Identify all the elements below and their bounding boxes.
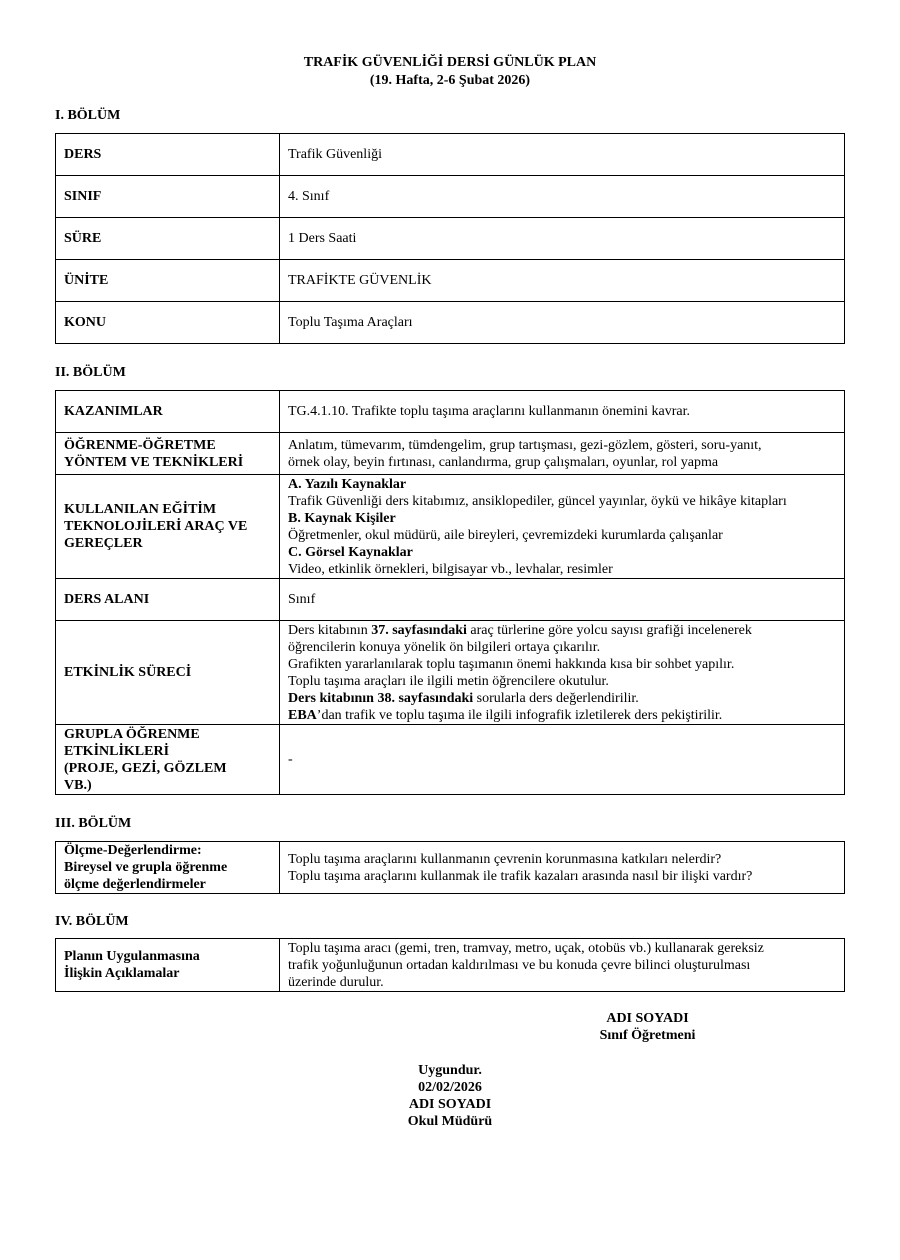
principal-signature <box>350 1062 550 1130</box>
row-label-arac-gerec <box>56 475 280 579</box>
text-span: Ders kitabının <box>288 622 372 638</box>
value-line: Toplu taşıma araçlarını kullanmak ile trafik kazaları arasında nasıl bir ilişki vardır? <box>288 868 753 884</box>
row-label-konu: KONU <box>56 302 280 344</box>
row-label-ders: DERS <box>56 134 280 176</box>
value-line: Toplu taşıma aracı (gemi, tren, tramvay, metro, uçak, otobüs vb.) kullanarak gereksiz <box>288 940 764 956</box>
table-row <box>56 842 845 894</box>
table-row <box>56 579 845 621</box>
row-value-unite: TRAFİKTE GÜVENLİK <box>280 260 845 302</box>
label-line: ETKİNLİKLERİ <box>64 743 170 759</box>
resource-text-a: Trafik Güvenliği ders kitabımız, ansiklopediler, güncel yayınlar, öykü ve hikâye kitapları <box>288 493 787 509</box>
section-1-heading: I. BÖLÜM <box>55 108 121 123</box>
resource-text-b: Öğretmenler, okul müdürü, aile bireyleri, çevremizdeki kurumlarda çalışanlar <box>288 527 723 543</box>
row-label-sure: SÜRE <box>56 218 280 260</box>
row-label-sinif: SINIF <box>56 176 280 218</box>
bold-span: EBA <box>288 707 317 723</box>
table-row <box>56 725 845 795</box>
label-line: ölçme değerlendirmeler <box>64 877 206 892</box>
activity-line-1 <box>288 622 836 639</box>
activity-line-5 <box>288 690 836 707</box>
label-line: KULLANILAN EĞİTİM <box>64 502 217 517</box>
row-value-ders-alani: Sınıf <box>280 579 845 621</box>
value-line: trafik yoğunluğunun ortadan kaldırılması ve bu konuda çevre bilinci oluşturulması <box>288 957 751 973</box>
label-line: YÖNTEM VE TEKNİKLERİ <box>64 454 244 470</box>
value-line: Anlatım, tümevarım, tümdengelim, grup tartışması, gezi-gözlem, gösteri, soru-yanıt, <box>288 437 762 453</box>
value-line: Toplu taşıma araçlarını kullanmanın çevrenin korunmasına katkıları nelerdir? <box>288 851 722 867</box>
table-row <box>56 433 845 475</box>
section-4-table <box>55 938 845 992</box>
row-label-kazanimlar: KAZANIMLAR <box>56 391 280 433</box>
table-row <box>56 218 845 260</box>
table-row <box>56 621 845 725</box>
row-value-etkinlik <box>280 621 845 725</box>
activity-line-3: Grafikten yararlanılarak toplu taşımanın önemi hakkında kısa bir sohbet yapılır. <box>288 656 735 672</box>
table-row <box>56 134 845 176</box>
value-line: örnek olay, beyin fırtınası, canlandırma, grup çalışmaları, oyunlar, rol yapma <box>288 454 719 470</box>
label-line: Ölçme-Değerlendirme: <box>64 843 202 858</box>
table-row <box>56 475 845 579</box>
row-label-ders-alani: DERS ALANI <box>56 579 280 621</box>
section-3-heading: III. BÖLÜM <box>55 816 132 831</box>
table-row <box>56 302 845 344</box>
row-label-aciklamalar <box>56 939 280 992</box>
row-label-grupla <box>56 725 280 795</box>
resource-heading-a: A. Yazılı Kaynaklar <box>288 476 407 492</box>
row-label-unite: ÜNİTE <box>56 260 280 302</box>
section-3-table <box>55 841 845 894</box>
section-2-table <box>55 390 845 795</box>
row-value-yontem <box>280 433 845 475</box>
label-line: ÖĞRENME-ÖĞRETME <box>64 437 216 453</box>
table-row <box>56 176 845 218</box>
row-label-olcme <box>56 842 280 894</box>
section-2-heading: II. BÖLÜM <box>55 365 126 380</box>
label-line: Planın Uygulanmasına <box>64 949 200 964</box>
teacher-title: Sınıf Öğretmeni <box>599 1028 696 1043</box>
label-line: TEKNOLOJİLERİ ARAÇ VE <box>64 519 248 534</box>
approval-text: Uygundur. <box>418 1063 482 1078</box>
label-line: GRUPLA ÖĞRENME <box>64 726 200 742</box>
table-row <box>56 260 845 302</box>
teacher-signature <box>560 1010 735 1044</box>
activity-line-6 <box>288 707 836 724</box>
label-line: (PROJE, GEZİ, GÖZLEM <box>64 760 227 776</box>
row-value-sinif: 4. Sınıf <box>280 176 845 218</box>
teacher-name: ADI SOYADI <box>606 1011 689 1026</box>
table-row <box>56 391 845 433</box>
label-line: İlişkin Açıklamalar <box>64 966 180 981</box>
row-label-yontem <box>56 433 280 475</box>
row-label-etkinlik: ETKİNLİK SÜRECİ <box>56 621 280 725</box>
section-1-table <box>55 133 845 344</box>
text-span: sorularla ders değerlendirilir. <box>473 690 639 706</box>
row-value-ders: Trafik Güvenliği <box>280 134 845 176</box>
principal-title: Okul Müdürü <box>407 1114 493 1129</box>
activity-line-4: Toplu taşıma araçları ile ilgili metin öğrencilere okutulur. <box>288 673 609 689</box>
activity-line-2: öğrencilerin konuya yönelik ön bilgileri ortaya çıkarılır. <box>288 639 601 655</box>
document-subtitle: (19. Hafta, 2-6 Şubat 2026) <box>369 73 531 88</box>
row-value-sure: 1 Ders Saati <box>280 218 845 260</box>
document-title-block <box>0 54 900 90</box>
row-value-grupla: - <box>280 725 845 795</box>
value-line: üzerinde durulur. <box>288 974 384 990</box>
label-line: VB.) <box>64 777 92 793</box>
bold-span: Ders kitabının 38. sayfasındaki <box>288 690 474 706</box>
text-span: araç türlerine göre yolcu sayısı grafiği incelenerek <box>466 622 752 638</box>
row-value-kazanimlar: TG.4.1.10. Trafikte toplu taşıma araçlarını kullanmanın önemini kavrar. <box>280 391 845 433</box>
label-line: Bireysel ve grupla öğrenme <box>64 860 228 875</box>
principal-name: ADI SOYADI <box>408 1097 492 1112</box>
approval-date: 02/02/2026 <box>418 1080 482 1095</box>
bold-span: 37. sayfasındaki <box>371 622 467 638</box>
row-value-arac-gerec <box>280 475 845 579</box>
resource-heading-c: C. Görsel Kaynaklar <box>288 544 413 560</box>
text-span: ’dan trafik ve toplu taşıma ile ilgili infografik izletilerek ders pekiştirilir. <box>316 707 723 723</box>
label-line: GEREÇLER <box>64 536 143 551</box>
resource-text-c: Video, etkinlik örnekleri, bilgisayar vb., levhalar, resimler <box>288 561 613 577</box>
document-title: TRAFİK GÜVENLİĞİ DERSİ GÜNLÜK PLAN <box>303 55 597 70</box>
row-value-aciklamalar <box>280 939 845 992</box>
section-4-heading: IV. BÖLÜM <box>55 914 129 929</box>
table-row <box>56 939 845 992</box>
row-value-olcme <box>280 842 845 894</box>
row-value-konu: Toplu Taşıma Araçları <box>280 302 845 344</box>
resource-heading-b: B. Kaynak Kişiler <box>288 510 396 526</box>
